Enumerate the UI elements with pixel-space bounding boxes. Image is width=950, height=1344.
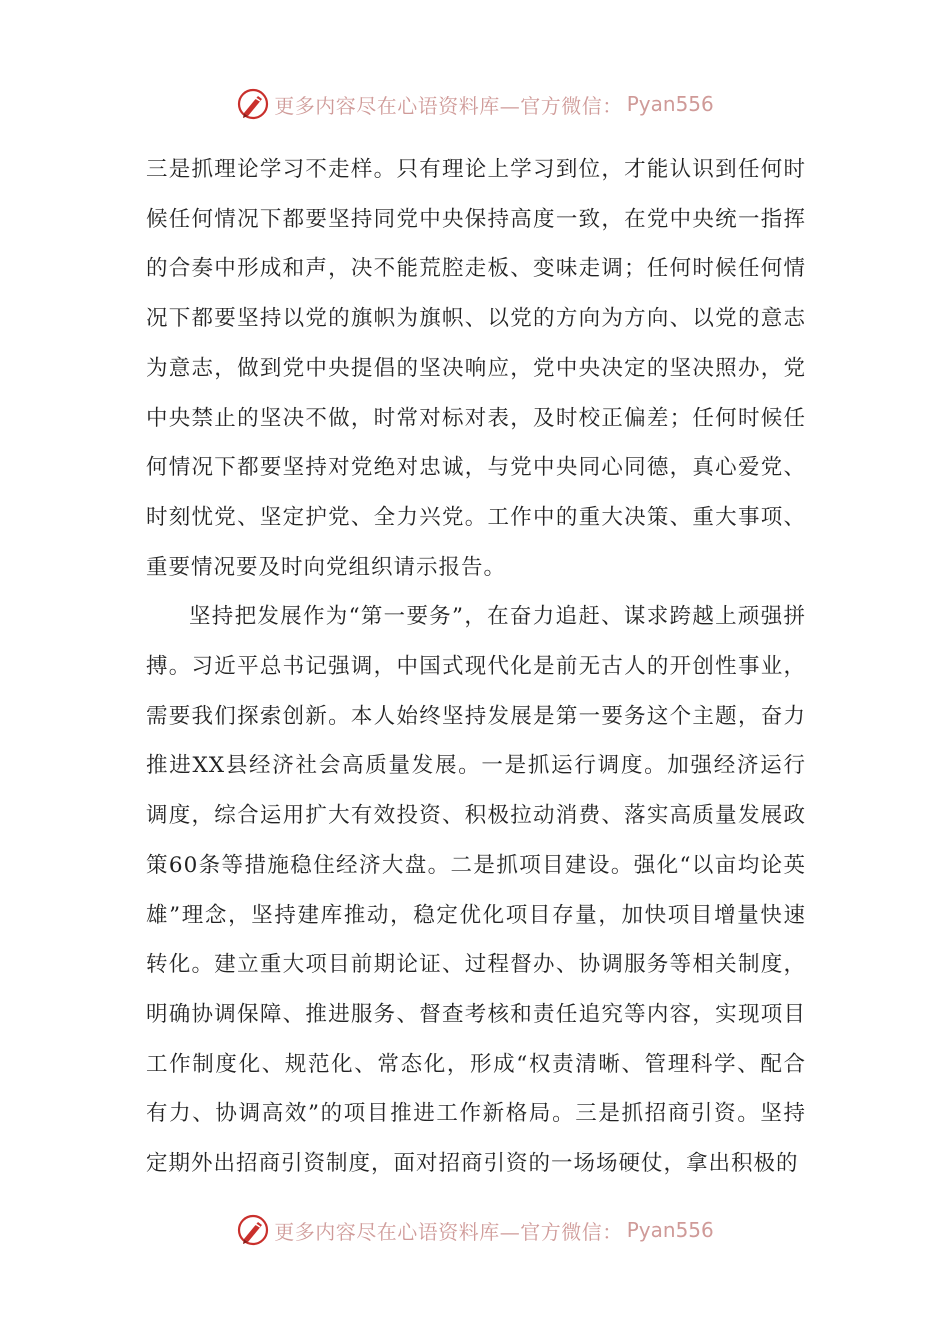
document-body [146, 145, 806, 1189]
header-watermark-banner [0, 80, 950, 128]
pen-logo-icon [236, 87, 270, 121]
footer-watermark-banner [0, 1206, 950, 1254]
paragraph-continued: 三是抓理论学习不走样。只有理论上学习到位，才能认识到任何时候任何情况下都要坚持同党中央保持高度一致，在党中央统一指挥的合奏中形成和声，决不能荒腔走板、变味走调；任何时候任何情况下都要坚持以党的旗帜为旗帜、以党的方向为方向、以党的意志为意志，做到党中央提倡的坚决响应，党中央决定的坚决照办，党中央禁止的坚决不做，时常对标对表，及时校正偏差；任何时候任何情况下都要坚持对党绝对忠诚，与党中央同心同德，真心爱党、时刻忧党、坚定护党、全力兴党。工作中的重大决策、重大事项、重要情况要及时向党组织请示报告。 [146, 157, 806, 580]
pen-logo-icon [236, 1213, 270, 1247]
paragraph-development: 坚持把发展作为“第一要务”，在奋力追赶、谋求跨越上顽强拼搏。习近平总书记强调，中国式现代化是前无古人的开创性事业，需要我们探索创新。本人始终坚持发展是第一要务这个主题，奋力推进XX县经济社会高质量发展。一是抓运行调度。加强经济运行调度，综合运用扩大有效投资、积极拉动消费、落实高质量发展政策60条等措施稳住经济大盘。二是抓项目建设。强化“以亩均论英雄”理念，坚持建库推动，稳定优化项目存量，加快项目增量快速转化。建立重大项目前期论证、过程督办、协调服务等相关制度，明确协调保障、推进服务、督查考核和责任追究等内容，实现项目工作制度化、规范化、常态化，形成“权责清晰、管理科学、配合有力、协调高效”的项目推进工作新格局。三是抓招商引资。坚持定期外出招商引资制度，面对招商引资的一场场硬仗，拿出积极的 [146, 604, 806, 1177]
watermark-wechat-id: Pyan556 [626, 92, 714, 116]
watermark-wechat-id: Pyan556 [626, 1218, 714, 1242]
watermark-text: 更多内容尽在心语资料库—官方微信： [274, 1219, 623, 1244]
watermark-text: 更多内容尽在心语资料库—官方微信： [274, 93, 623, 118]
